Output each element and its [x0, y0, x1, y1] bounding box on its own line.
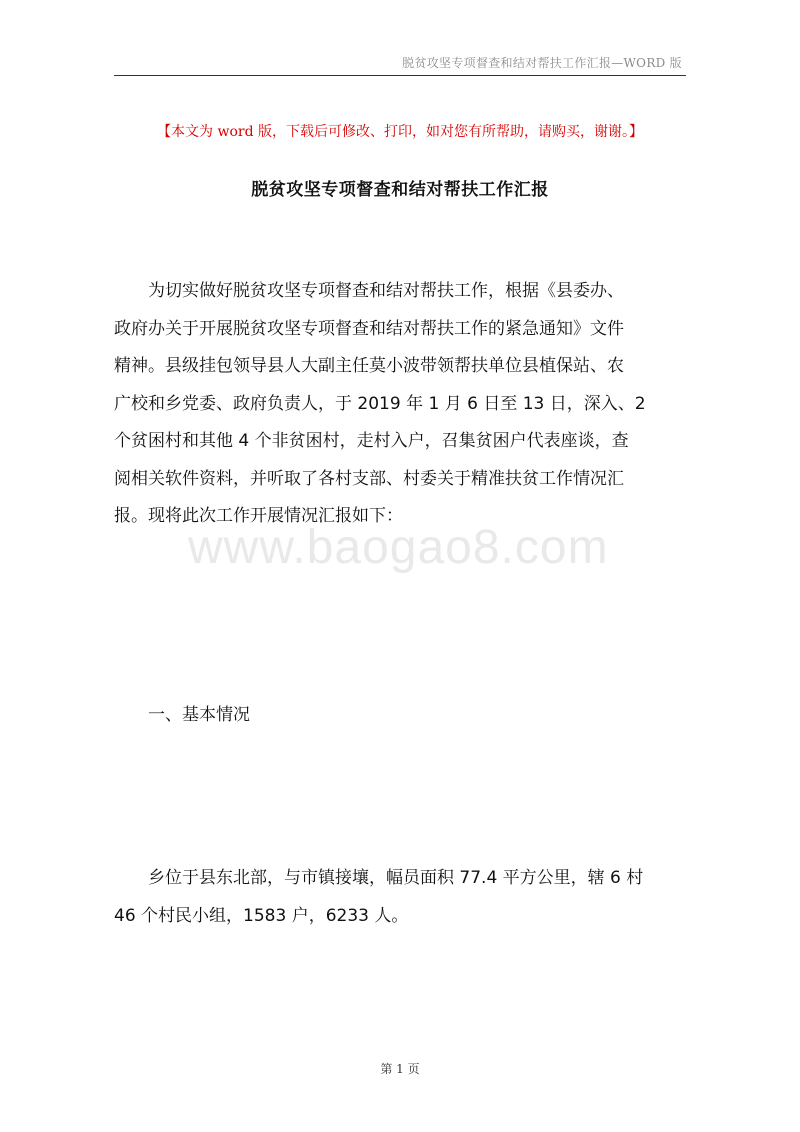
paragraph-line: 广校和乡党委、政府负责人，于 2019 年 1 月 6 日至 13 日，深入、2 — [114, 393, 646, 414]
section-heading-basic-info: 一、基本情况 — [148, 705, 250, 725]
paragraph-line: 政府办关于开展脱贫攻坚专项督查和结对帮扶工作的紧急通知》文件 — [114, 318, 624, 339]
header-divider — [114, 75, 686, 76]
paragraph-line: 精神。县级挂包领导县人大副主任莫小波带领帮扶单位县植保站、农 — [114, 356, 624, 376]
paragraph-line: 为切实做好脱贫攻坚专项督查和结对帮扶工作，根据《县委办、 — [114, 281, 624, 301]
paragraph-line: 乡位于县东北部，与市镇接壤，幅员面积 77.4 平方公里，辖 6 村 — [114, 868, 644, 888]
document-title: 脱贫攻坚专项督查和结对帮扶工作汇报 — [251, 180, 549, 200]
paragraph-line: 阅相关软件资料，并听取了各村支部、村委关于精准扶贫工作情况汇 — [114, 468, 624, 489]
watermark: www.baogao8.com — [188, 521, 609, 574]
purchase-notice: 【本文为 word 版，下载后可修改、打印，如对您有所帮助，请购买，谢谢。】 — [157, 124, 643, 140]
page-header-text: 脱贫攻坚专项督查和结对帮扶工作汇报—WORD 版 — [402, 56, 682, 70]
paragraph-line: 个贫困村和其他 4 个非贫困村，走村入户，召集贫困户代表座谈，查 — [114, 431, 629, 451]
page-number: 第 1 页 — [380, 1062, 420, 1076]
basic-info-paragraph — [114, 860, 686, 935]
paragraph-line: 报。现将此次工作开展情况汇报如下： — [114, 506, 403, 526]
paragraph-line: 46 个村民小组，1583 户，6233 人。 — [114, 905, 409, 926]
intro-paragraph — [114, 273, 686, 536]
